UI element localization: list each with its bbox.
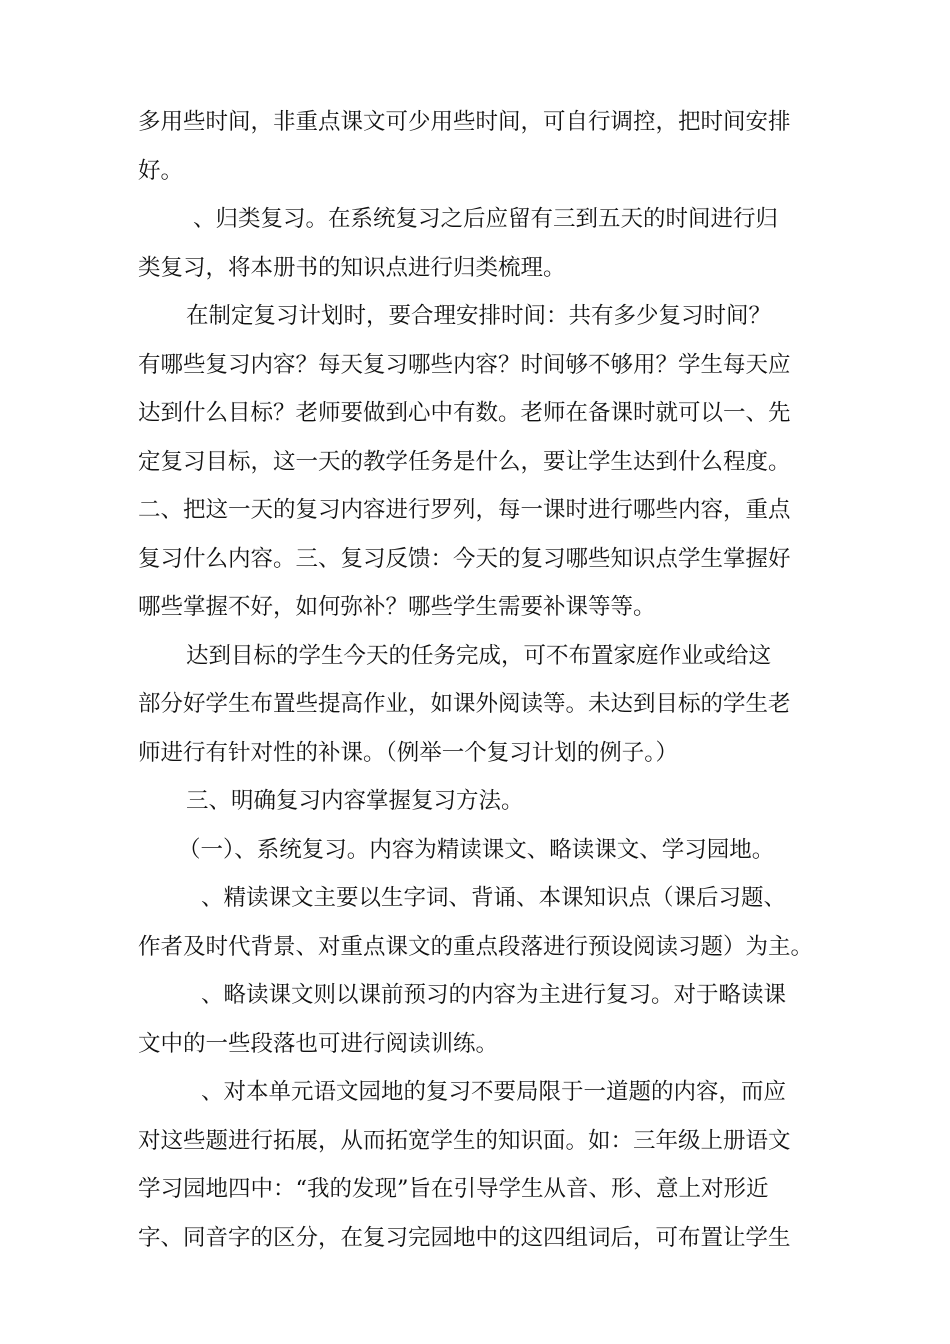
text-line: 定复习目标，这一天的教学任务是什么，要让学生达到什么程度。: [138, 448, 791, 475]
text-line: 在制定复习计划时，要合理安排时间：共有多少复习时间？: [186, 303, 772, 329]
subsection-heading: （一）、系统复习。内容为精读课文、略读课文、学习园地。: [178, 836, 775, 863]
text-line: 部分好学生布置些提高作业，如课外阅读等。未达到目标的学生老: [138, 691, 791, 717]
text-line: 二、把这一天的复习内容进行罗列，每一课时进行哪些内容，重点: [138, 497, 791, 523]
text-line: 、略读课文则以课前预习的内容为主进行复习。对于略读课: [201, 982, 787, 1008]
text-line: 师进行有针对性的补课。（例举一个复习计划的例子。）: [138, 739, 679, 766]
text-line: 、精读课文主要以生字词、背诵、本课知识点（课后习题、: [201, 885, 787, 911]
section-heading: 三、明确复习内容掌握复习方法。: [186, 788, 524, 814]
text-line: 好。: [138, 157, 184, 184]
text-line: 复习什么内容。三、复习反馈：今天的复习哪些知识点学生掌握好: [138, 545, 791, 572]
text-line: 、对本单元语文园地的复习不要局限于一道题的内容，而应: [201, 1079, 787, 1105]
text-line: 学习园地四中：“我的发现”旨在引导学生从音、形、意上对形近: [138, 1176, 769, 1202]
text-line: 字、同音字的区分，在复习完园地中的这四组词后，可布置让学生: [138, 1224, 791, 1251]
text-line: 文中的一些段落也可进行阅读训练。: [138, 1030, 499, 1057]
text-line: 作者及时代背景、对重点课文的重点段落进行预设阅读习题）为主。: [138, 933, 814, 960]
text-line: 有哪些复习内容？每天复习哪些内容？时间够不够用？学生每天应: [138, 351, 791, 378]
document-body: [138, 98, 828, 1262]
text-line: 、归类复习。在系统复习之后应留有三到五天的时间进行归: [193, 206, 779, 232]
text-line: 多用些时间，非重点课文可少用些时间，可自行调控，把时间安排: [138, 109, 791, 135]
text-line: 达到目标的学生今天的任务完成，可不布置家庭作业或给这: [186, 642, 772, 669]
text-line: 对这些题进行拓展，从而拓宽学生的知识面。如：三年级上册语文: [138, 1127, 791, 1154]
text-line: 类复习，将本册书的知识点进行归类梳理。: [138, 254, 566, 281]
text-line: 哪些掌握不好，如何弥补？哪些学生需要补课等等。: [138, 594, 656, 620]
text-line: 达到什么目标？老师要做到心中有数。老师在备课时就可以一、先: [138, 400, 791, 426]
